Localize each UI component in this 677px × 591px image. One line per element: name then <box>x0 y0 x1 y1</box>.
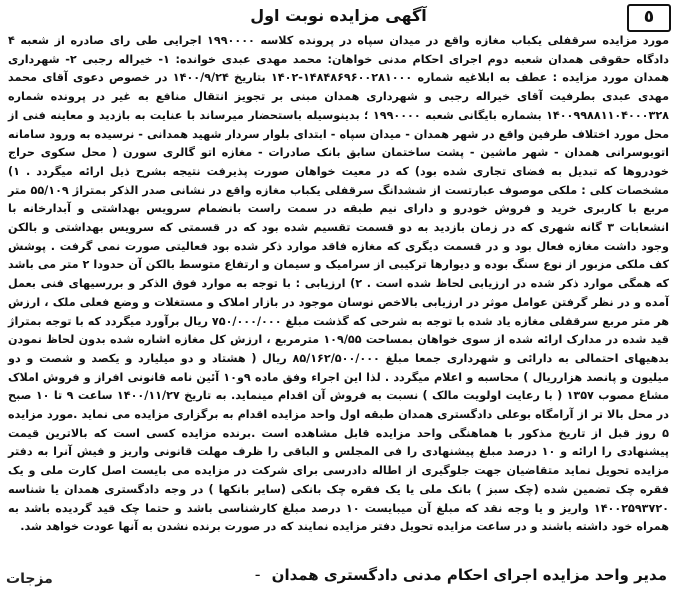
side-tag: مزجات <box>6 571 53 587</box>
footer-separator: - <box>254 565 261 584</box>
notice-title: آگهی مزایده نوبت اول <box>250 6 427 25</box>
notice-signature: مدیر واحد مزایده اجرای احکام مدنی دادگستری همدان <box>271 566 667 584</box>
notice-body: مورد مزایده سرقفلی یکباب مغازه واقع در میدان سپاه در پرونده کلاسه ۱۹۹۰۰۰۰ اجرایی طی رای صادره از شعبه ۴ دادگاه حقوقی همدان شعبه دوم اجرای احکام مدنی خواهان: محمد مهدی عبدی خوانده: ۱- خیراله رجبی ۲- شهرداری همدان مورد مزایده : عطف به ابلاغیه شماره ۱۴۸۴۸۶۹۶۰۰۲۸۱۰۰۰-۱۴۰۲ بتاریخ ۱۴۰۰/۹/۲۴ در خصوص دعوی آقای محمد مهدی عبدی بطرفیت آقای خیراله رجبی و شهرداری همدان مبنی بر تجویز انتقال منافع به غیر در پرونده شماره ۱۴۰۰۹۹۸۸۱۱۰۴۰۰۰۳۲۸ بشماره بایگانی شعبه ۱۹۹۰۰۰۰ ؛ بدینوسیله باستحضار میرساند با عنایت به بازدید و معاینه فنی از محل مورد اختلاف طرفین واقع در شهر همدان - میدان سپاه - ابتدای بلوار سردار شهید همدانی - نرسیده به ورود سامانه اتوبوسرانی همدان - شهر ماشین - پشت ساختمان سابق بانک صادرات - مغازه اتو گالری سورن ( محل سکوی حراج خودروها که تبدیل به فضای تجاری شده بود) که در معیت خواهان صورت پذیرفت نتیجه بشرح ذیل ارائه میگردد . ۱) مشخصات کلی : ملکی موصوف عبارتست از ششدانگ سرقفلی یکباب مغازه واقع در نشانی صدر الذکر بمتراژ ۵۵/۱۰۹ متر مربع با کاربری خرید و فروش خودرو و دارای نیم طبقه در سمت راست بانضمام سرویس بهداشتی و آبدارخانه با انشعابات ۳ گانه شهری که در زمان بازدید به دو قسمت تقسیم شده بود که در قسمتی که سرویس بهداشتی و بالکن وجود داشت مغازه فعال بود و در قسمت دیگری که مغازه فاقد موارد ذکر شده بود فعالیتی صورت نمی گرفت . پوشش کف ملکی مزبور از نوع سنگ بوده و دیوارها ترکیبی از سرامیک و سیمان و ارتفاع متوسط بالکن آن حدودا ۲ متر می باشد که همگی موارد ذکر شده در ارزیابی لحاظ شده است . ۲) ارزیابی : با توجه به موارد فوق الذکر و بررسیهای فنی بعمل آمده و در نظر گرفتن عوامل موثر در ارزیابی بالاخص نوسان موجود در بازار املاک و مستغلات و وضع فعلی ملک ، ارزش هر متر مربع سرقفلی مغازه یاد شده با توجه به شرحی که گذشت مبلغ ۷۵۰/۰۰۰/۰۰۰ ریال برآورد میگردد که با توجه بمتراژ قید شده در مدارک ارائه شده از سوی خواهان بمساحت ۱۰۹/۵۵ مترمربع ، ارزش کل مغازه اشاره شده بدون لحاظ نمودن بدهیهای احتمالی به دارائی و شهرداری جمعا مبلغ ۸۵/۱۶۲/۵۰۰/۰۰۰ ریال ( هشتاد و دو میلیارد و یکصد و شصت و دو میلیون و پانصد هزارریال ) محاسبه و اعلام میگردد . لذا این اجراء وفق ماده ۹و۱۰ آئین نامه قانونی افراز و فروش املاک مشاع مصوب ۱۳۵۷ ( با رعایت اولویت مالک ) نسبت به فروش آن اقدام مینماید. به تاریخ ۱۴۰۰/۱۱/۲۷ ساعت ۹ تا ۱۰ صبح در محل بالا تر از آرامگاه بوعلی دادگستری همدان طبقه اول واحد مزایده اقدام به برگزاری مزایده می نماید .مورد مزایده ۵ روز قبل از تاریخ مذکور با هماهنگی واحد مزایده قابل مشاهده است .برنده مزایده کسی است که بالاترین قیمت پیشنهادی را ارائه و ۱۰ درصد مبلغ پیشنهادی را فی المجلس و الباقی را ظرف مهلت قانونی واریز و فیش آنرا به دفتر مزایده تحویل نماید متقاضیان جهت جلوگیری از اطاله دادرسی برای شرکت در مزایده می بایست اصل کارت ملی و یک فقره چک تضمین شده (چک سبز ) بانک ملی یا یک فقره چک بانکی (سایر بانکها ) در وجه دادگستری همدان یا شناسه ۱۴۰۰۲۵۹۳۷۲۰ واریز و یا وجه نقد که مبلغ آن میبایست ۱۰ درصد مبلغ کارشناسی باشد و حتما چک قید گردیده باشد به همراه خود داشته باشند و در ساعت مزایده تحویل دفتر مزایده نمایند که در صورت برنده نشدن به آنها عودت خواهد شد. <box>8 34 670 534</box>
page-number-badge: ٥ <box>627 4 671 32</box>
notice-header <box>6 4 671 30</box>
notice-footer <box>10 563 667 587</box>
